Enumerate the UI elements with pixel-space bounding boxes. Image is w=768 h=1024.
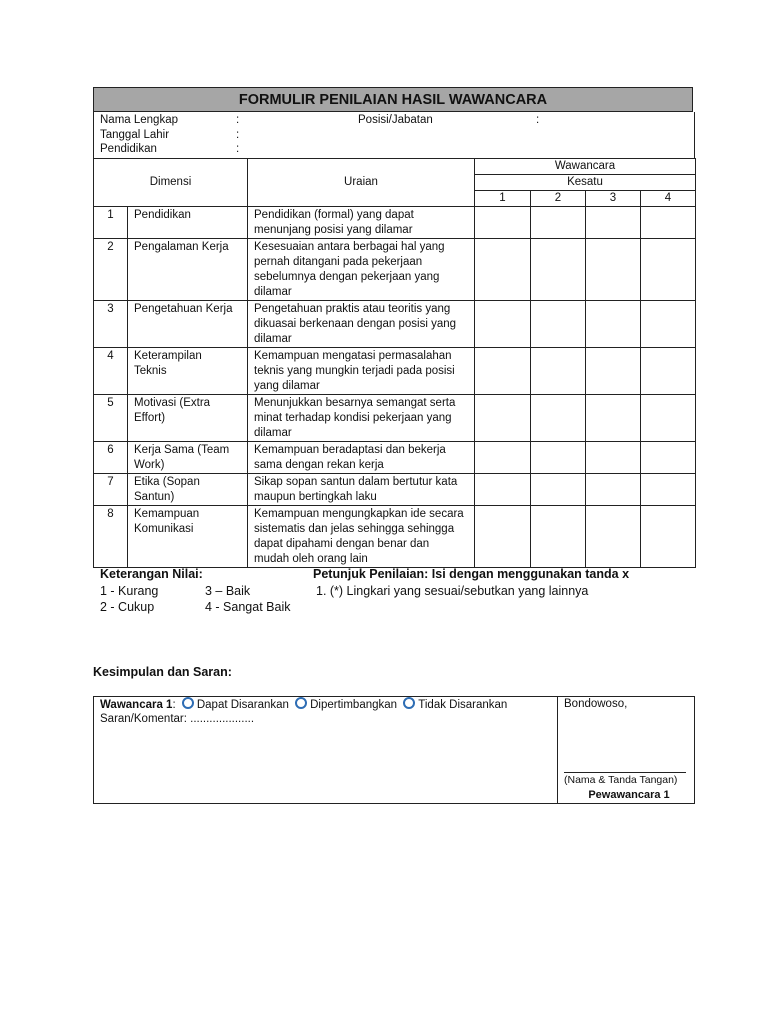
petunjuk-item: 1. (*) Lingkari yang sesuai/sebutkan yang lainnya: [316, 584, 589, 598]
row-uraian: [248, 506, 475, 568]
uraian-line: pernah ditangani pada pekerjaan: [254, 256, 423, 268]
uraian-line: sebelumnya dengan pekerjaan yang: [254, 271, 440, 283]
row-dimensi: [128, 395, 248, 442]
row-uraian: [248, 474, 475, 506]
conclusion-box: [93, 696, 695, 804]
header-score-4: 4: [641, 191, 696, 207]
score-cell-1[interactable]: [475, 207, 531, 239]
row-uraian: [248, 301, 475, 348]
row-number: 6: [94, 442, 128, 474]
score-cell-4[interactable]: [641, 395, 696, 442]
score-cell-1[interactable]: [475, 506, 531, 568]
row-uraian: [248, 395, 475, 442]
header-uraian: Uraian: [248, 159, 475, 207]
uraian-line: mudah oleh orang lain: [254, 553, 368, 565]
score-cell-3[interactable]: [586, 301, 641, 348]
komentar-line: Saran/Komentar: ....................: [100, 713, 255, 725]
wawancara-label: Wawancara 1: [100, 699, 173, 711]
row-number: 8: [94, 506, 128, 568]
interviewer-label: Pewawancara 1: [588, 789, 670, 801]
nama-label: Nama Lengkap: [100, 114, 178, 126]
dimensi-line: Pengetahuan Kerja: [134, 303, 233, 315]
tanggal-label: Tanggal Lahir: [100, 129, 170, 141]
score-cell-1[interactable]: [475, 442, 531, 474]
score-cell-1[interactable]: [475, 348, 531, 395]
dimensi-line: Keterampilan: [134, 350, 202, 362]
keterangan-title: Keterangan Nilai:: [100, 567, 203, 581]
posisi-label: Posisi/Jabatan: [358, 114, 433, 126]
row-number: 2: [94, 239, 128, 301]
box-divider: [557, 697, 558, 803]
dimensi-line: Motivasi (Extra: [134, 397, 211, 409]
row-uraian: [248, 348, 475, 395]
uraian-line: yang dilamar: [254, 380, 320, 392]
uraian-line: maupun bertingkah laku: [254, 491, 377, 503]
dimensi-line: Etika (Sopan: [134, 476, 200, 488]
row-number: 5: [94, 395, 128, 442]
dimensi-line: Pendidikan: [134, 209, 191, 221]
legend-value-4: 4 - Sangat Baik: [205, 600, 291, 614]
row-dimensi: [128, 506, 248, 568]
row-uraian: [248, 442, 475, 474]
posisi-colon: :: [536, 114, 540, 126]
dimensi-line: Pengalaman Kerja: [134, 241, 229, 253]
dimensi-line: Santun): [134, 491, 175, 503]
score-cell-1[interactable]: [475, 301, 531, 348]
table-row: [94, 348, 696, 395]
table-row: [94, 506, 696, 568]
score-cell-2[interactable]: [531, 207, 586, 239]
uraian-line: dapat dipahami dengan benar dan: [254, 538, 430, 550]
legend-value-1: 1 - Kurang: [100, 584, 159, 598]
wawancara-colon: :: [172, 699, 176, 711]
assessment-table: [93, 158, 696, 568]
score-cell-1[interactable]: [475, 474, 531, 506]
dimensi-line: Komunikasi: [134, 523, 194, 535]
row-dimensi: [128, 442, 248, 474]
pendidikan-label: Pendidikan: [100, 143, 157, 155]
uraian-line: sistematis dan jelas sehingga sehingga: [254, 523, 455, 535]
score-cell-2[interactable]: [531, 239, 586, 301]
uraian-line: Kemampuan mengatasi permasalahan: [254, 350, 452, 362]
option-dapat[interactable]: Dapat Disarankan: [196, 699, 289, 711]
uraian-line: dilamar: [254, 333, 292, 345]
score-cell-3[interactable]: [586, 207, 641, 239]
uraian-line: Menunjukkan besarnya semangat serta: [254, 397, 456, 409]
score-cell-4[interactable]: [641, 239, 696, 301]
table-row: [94, 474, 696, 506]
row-dimensi: [128, 474, 248, 506]
row-number: 7: [94, 474, 128, 506]
uraian-line: Pengetahuan praktis atau teoritis yang: [254, 303, 451, 315]
header-score-3: 3: [586, 191, 641, 207]
row-dimensi: [128, 239, 248, 301]
form-title: FORMULIR PENILAIAN HASIL WAWANCARA: [93, 87, 693, 112]
table-row: [94, 207, 696, 239]
nama-colon: :: [236, 114, 240, 126]
row-dimensi: [128, 207, 248, 239]
dimensi-line: Kerja Sama (Team: [134, 444, 230, 456]
score-cell-4[interactable]: [641, 207, 696, 239]
uraian-line: minat terhadap kondisi pekerjaan yang: [254, 412, 452, 424]
legend-value-3: 3 – Baik: [205, 584, 251, 598]
score-cell-2[interactable]: [531, 442, 586, 474]
score-cell-3[interactable]: [586, 239, 641, 301]
score-cell-3[interactable]: [586, 395, 641, 442]
radio-dipertimbangkan-icon[interactable]: [295, 697, 307, 709]
uraian-line: Sikap sopan santun dalam bertutur kata: [254, 476, 458, 488]
header-score-2: 2: [531, 191, 586, 207]
score-cell-3[interactable]: [586, 348, 641, 395]
dimensi-line: Teknis: [134, 365, 167, 377]
score-cell-4[interactable]: [641, 442, 696, 474]
score-cell-3[interactable]: [586, 442, 641, 474]
header-wawancara: Wawancara: [475, 159, 696, 175]
score-cell-3[interactable]: [586, 506, 641, 568]
row-dimensi: [128, 348, 248, 395]
score-cell-1[interactable]: [475, 239, 531, 301]
wawancara-options: [100, 697, 507, 713]
pendidikan-colon: :: [236, 143, 240, 155]
uraian-line: menunjang posisi yang dilamar: [254, 224, 413, 236]
score-cell-3[interactable]: [586, 474, 641, 506]
table-row: [94, 239, 696, 301]
score-cell-2[interactable]: [531, 301, 586, 348]
signature-line: [564, 772, 686, 773]
header-score-1: 1: [475, 191, 531, 207]
uraian-line: Pendidikan (formal) yang dapat: [254, 209, 414, 221]
row-number: 4: [94, 348, 128, 395]
radio-tidak-icon[interactable]: [403, 697, 415, 709]
row-number: 1: [94, 207, 128, 239]
table-row: [94, 301, 696, 348]
option-tidak[interactable]: Tidak Disarankan: [418, 699, 508, 711]
score-cell-2[interactable]: [531, 474, 586, 506]
uraian-line: Kemampuan beradaptasi dan bekerja: [254, 444, 446, 456]
candidate-info: [93, 112, 695, 159]
row-uraian: [248, 207, 475, 239]
uraian-line: sama dengan rekan kerja: [254, 459, 384, 471]
petunjuk-title: Petunjuk Penilaian: Isi dengan menggunakan tanda x: [313, 567, 630, 581]
header-kesatu: Kesatu: [475, 175, 696, 191]
table-row: [94, 442, 696, 474]
dimensi-line: Kemampuan: [134, 508, 200, 520]
row-uraian: [248, 239, 475, 301]
header-dimensi: Dimensi: [94, 159, 248, 207]
row-number: 3: [94, 301, 128, 348]
dimensi-line: Work): [134, 459, 165, 471]
score-cell-2[interactable]: [531, 348, 586, 395]
tanggal-colon: :: [236, 129, 240, 141]
score-cell-4[interactable]: [641, 348, 696, 395]
uraian-line: dilamar: [254, 427, 292, 439]
uraian-line: Kesesuaian antara berbagai hal yang: [254, 241, 445, 253]
score-cell-2[interactable]: [531, 395, 586, 442]
uraian-line: teknis yang mungkin terjadi pada posisi: [254, 365, 455, 377]
place-label: Bondowoso,: [564, 698, 628, 710]
option-dipertimbangkan[interactable]: Dipertimbangkan: [310, 699, 398, 711]
legend-value-2: 2 - Cukup: [100, 600, 155, 614]
uraian-line: dilamar: [254, 286, 292, 298]
score-cell-2[interactable]: [531, 506, 586, 568]
score-cell-1[interactable]: [475, 395, 531, 442]
uraian-line: dikuasai berkenaan dengan posisi yang: [254, 318, 457, 330]
sign-caption: (Nama & Tanda Tangan): [564, 774, 678, 786]
uraian-line: Kemampuan mengungkapkan ide secara: [254, 508, 464, 520]
conclusion-title: Kesimpulan dan Saran:: [93, 665, 232, 679]
score-cell-4[interactable]: [641, 301, 696, 348]
table-row: [94, 395, 696, 442]
radio-dapat-icon[interactable]: [182, 697, 194, 709]
dimensi-line: Effort): [134, 412, 166, 424]
row-dimensi: [128, 301, 248, 348]
score-cell-4[interactable]: [641, 506, 696, 568]
score-cell-4[interactable]: [641, 474, 696, 506]
